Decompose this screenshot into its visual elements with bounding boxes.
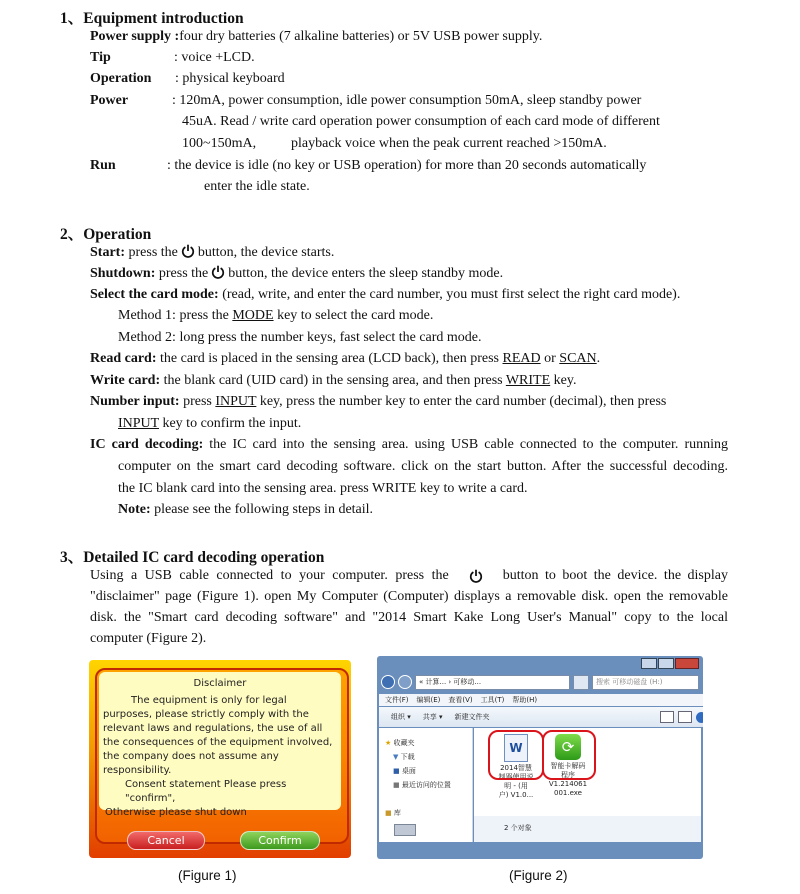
- search-input[interactable]: 搜索 可移动磁盘 (H:): [592, 675, 699, 690]
- number-input-text-b: key, press the number key to enter the card number (decimal), then press: [259, 394, 667, 409]
- file-decoder-name-4: 001.exe: [553, 789, 582, 797]
- menu-edit[interactable]: 编辑(E): [416, 696, 441, 704]
- run-line-1: : the device is idle (no key or USB operation) for more than 20 seconds automatically: [167, 158, 647, 173]
- disclaimer-panel: [99, 672, 341, 818]
- read-or: or: [544, 351, 556, 366]
- write-key: WRITE: [505, 373, 551, 388]
- close-icon[interactable]: [675, 658, 699, 669]
- file-manual-name-3: 明 - (用: [504, 782, 528, 790]
- word-document-icon: W: [504, 734, 528, 762]
- power-icon: [211, 265, 225, 279]
- tip-label: Tip: [90, 50, 111, 65]
- refresh-arrows-icon: ⟳: [555, 734, 581, 760]
- write-card-row: [90, 373, 576, 389]
- drive-icon: [394, 824, 416, 836]
- shutdown-label: Shutdown:: [90, 266, 156, 281]
- disclaimer-p2-rest: Otherwise please shut down: [105, 807, 247, 818]
- address-bar[interactable]: « 计算... › 可移动...: [415, 675, 570, 690]
- method-2-text: Method 2: long press the number keys, fast select the card mode.: [118, 330, 482, 345]
- file-manual-name-4: 户) V1.0...: [498, 791, 534, 799]
- write-card-text: the blank card (UID card) in the sensing area, and then press: [163, 373, 503, 388]
- menu-tools[interactable]: 工具(T): [480, 696, 505, 704]
- input-key-2: INPUT: [118, 416, 159, 431]
- forward-icon[interactable]: [398, 675, 412, 689]
- highlight-circle-manual: [488, 730, 544, 780]
- highlight-circle-decoder: [542, 730, 596, 780]
- number-input-text-a: press: [183, 394, 212, 409]
- s3-line-2: "disclaimer" page (Figure 1). open My Computer (Computer) displays a removable disk. open the removable: [90, 589, 728, 604]
- tip-value: : voice +LCD.: [174, 50, 255, 65]
- disclaimer-text: [99, 691, 341, 820]
- status-bar: [474, 816, 701, 842]
- start-row: [90, 244, 334, 261]
- mode-key: MODE: [232, 308, 274, 323]
- power-line-2: 45uA. Read / write card operation power consumption of each card mode of different: [182, 114, 660, 129]
- note-label: Note:: [118, 502, 151, 517]
- s3-line-4: computer (Figure 2).: [90, 631, 207, 646]
- figure-1-caption: (Figure 1): [178, 868, 237, 883]
- figure-2-caption: (Figure 2): [509, 868, 568, 883]
- maximize-icon[interactable]: [658, 658, 674, 669]
- figure-1-disclaimer-screen: [89, 660, 351, 858]
- note-row: [118, 502, 373, 518]
- download-icon: ▼: [393, 753, 399, 761]
- power-line-3b: playback voice when the peak current reached >150mA.: [291, 136, 607, 151]
- power-label: Power: [90, 93, 129, 108]
- help-icon[interactable]: [696, 712, 703, 723]
- shutdown-text-a: press the: [158, 266, 209, 281]
- recent-icon: ■: [393, 781, 400, 789]
- section3-heading: 3、Detailed IC card decoding operation: [60, 549, 325, 566]
- start-label: Start:: [90, 245, 125, 260]
- nav-downloads[interactable]: [385, 750, 472, 764]
- s3-line-1b: button to boot the device. the display: [502, 568, 728, 583]
- write-card-label: Write card:: [90, 373, 161, 388]
- section2-heading: 2、Operation: [60, 226, 152, 243]
- section1-heading: 1、Equipment introduction: [60, 10, 244, 27]
- cancel-button[interactable]: Cancel: [127, 831, 205, 850]
- file-decoder-name-1: 智能卡解码: [550, 762, 586, 770]
- view-icon[interactable]: [660, 711, 674, 723]
- address-row: [381, 674, 699, 690]
- object-count: 2 个对象: [504, 824, 532, 832]
- power-line-3a: 100~150mA,: [182, 136, 257, 151]
- power-supply-value: four dry batteries (7 alkaline batteries) or 5V USB power supply.: [179, 29, 543, 44]
- scan-key: SCAN: [559, 351, 597, 366]
- shutdown-text-b: button, the device enters the sleep standby mode.: [228, 266, 504, 281]
- read-key: READ: [502, 351, 541, 366]
- input-key: INPUT: [215, 394, 257, 409]
- library-icon: ■: [385, 809, 392, 817]
- nav-recent[interactable]: [385, 778, 472, 792]
- number-input-row-2: [118, 416, 301, 432]
- read-end: .: [596, 351, 601, 366]
- power-supply-label: Power supply :: [90, 29, 180, 44]
- file-manual-name-1: 2014智慧: [500, 764, 532, 772]
- nav-libraries[interactable]: [385, 806, 472, 820]
- file-pane: [474, 728, 701, 816]
- run-label: Run: [90, 158, 116, 173]
- run-line-2: enter the idle state.: [204, 179, 310, 194]
- nav-libraries-label: 库: [393, 809, 401, 817]
- refresh-icon[interactable]: [573, 675, 589, 690]
- disclaimer-p2-first: Consent statement Please press "confirm",: [125, 779, 287, 804]
- file-decoder-name-3: V1.214061: [548, 780, 588, 788]
- preview-pane-icon[interactable]: [678, 711, 692, 723]
- view-controls: [660, 707, 703, 727]
- nav-desktop-label: 桌面: [401, 767, 416, 775]
- select-mode-label: Select the card mode:: [90, 287, 219, 302]
- read-card-label: Read card:: [90, 351, 157, 366]
- power-icon: [181, 244, 195, 258]
- back-icon[interactable]: [381, 675, 395, 689]
- start-text-b: button, the device starts.: [197, 245, 335, 260]
- select-mode-text: (read, write, and enter the card number, you must first select the right card mode).: [222, 287, 681, 302]
- nav-downloads-label: 下载: [400, 753, 415, 761]
- ic-decoding-line-2: computer on the smart card decoding software. click on the start button. After the successful decoding.: [118, 459, 728, 474]
- read-card-row: [90, 351, 600, 367]
- nav-favorites[interactable]: [385, 736, 472, 750]
- confirm-button[interactable]: Confirm: [240, 831, 320, 850]
- read-card-text: the card is placed in the sensing area (LCD back), then press: [160, 351, 499, 366]
- number-input-text-c: key to confirm the input.: [162, 416, 302, 431]
- method-1-row: [118, 308, 433, 324]
- disclaimer-title: Disclaimer: [193, 678, 247, 689]
- menu-bar: [379, 694, 703, 706]
- window-controls: [641, 658, 699, 669]
- figure-2-explorer-window: [377, 656, 703, 859]
- select-mode-row: [90, 287, 680, 303]
- minimize-icon[interactable]: [641, 658, 657, 669]
- disclaimer-p1: [103, 694, 337, 778]
- menu-view[interactable]: 查看(V): [448, 696, 473, 704]
- nav-desktop[interactable]: [385, 764, 472, 778]
- power-line-1: : 120mA, power consumption, idle power consumption 50mA, sleep standby power: [172, 93, 642, 108]
- s3-line-1a: Using a USB cable connected to your computer. press the: [90, 568, 449, 583]
- desktop-icon: ■: [393, 767, 400, 775]
- share-button[interactable]: 共享 ▾: [422, 713, 443, 721]
- write-card-text-b: key.: [553, 373, 577, 388]
- start-text-a: press the: [128, 245, 178, 260]
- star-icon: ★: [385, 739, 392, 747]
- power-supply-row: [90, 29, 542, 45]
- nav-favorites-label: 收藏夹: [393, 739, 415, 747]
- method-1-text-a: Method 1: press the: [118, 308, 229, 323]
- s3-line-1: [90, 568, 728, 584]
- ic-decoding-line-3: the IC blank card into the sensing area. press WRITE key to write a card.: [118, 481, 528, 496]
- ic-decoding-line-1: [90, 437, 728, 453]
- nav-recent-label: 最近访问的位置: [401, 781, 451, 789]
- new-folder-button[interactable]: 新建文件夹: [454, 713, 490, 721]
- shutdown-row: [90, 265, 503, 282]
- power-icon: [469, 569, 483, 583]
- number-input-label: Number input:: [90, 394, 180, 409]
- toolbar: [379, 707, 703, 727]
- menu-file[interactable]: 文件(F): [385, 696, 409, 704]
- file-manual-name-2: 制器使用说: [498, 773, 534, 781]
- ic-decoding-label: IC card decoding:: [90, 437, 204, 452]
- disclaimer-p1-first: The equipment is only for legal purposes,: [103, 695, 287, 720]
- note-text: please see the following steps in detail.: [154, 502, 374, 517]
- organize-button[interactable]: 组织 ▾: [391, 713, 411, 721]
- number-input-row: [90, 394, 666, 410]
- disclaimer-p1-rest: please strictly comply with the relevant laws and regulations, the use of all the consequences of the equipment involved, the company does not assume any responsibility.: [103, 709, 333, 776]
- file-decoder-name-2: 程序: [561, 771, 575, 779]
- method-1-text-b: key to select the card mode.: [277, 308, 434, 323]
- operation-value: : physical keyboard: [175, 71, 285, 86]
- operation-label: Operation: [90, 71, 152, 86]
- ic-decoding-text-1: the IC card into the sensing area. using USB cable connected to the computer. running: [209, 437, 728, 452]
- menu-help[interactable]: 帮助(H): [512, 696, 538, 704]
- s3-line-3: disk. the "Smart card decoding software" and "2014 Smart Kake Long User's Manual" copy to the local: [90, 610, 728, 625]
